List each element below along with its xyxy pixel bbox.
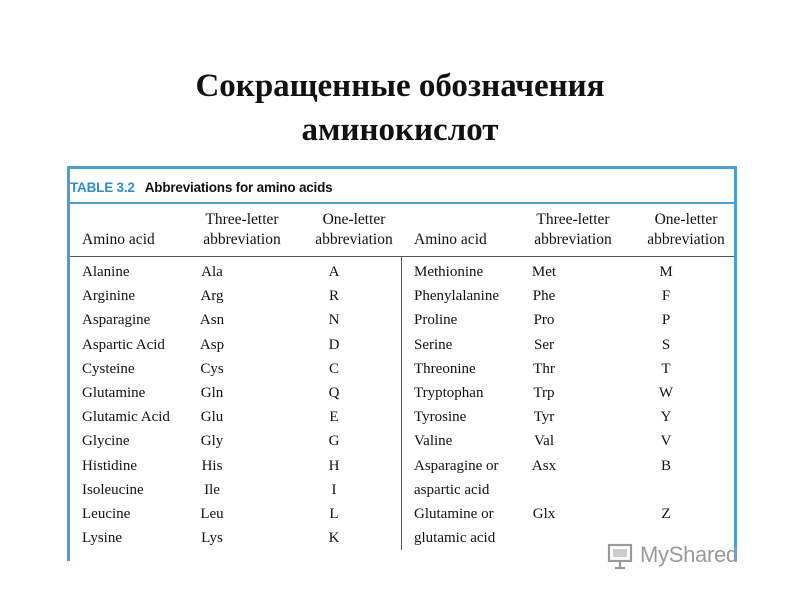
amino-acid-name: Glutamine or <box>414 506 494 522</box>
amino-acid-name: Threonine <box>414 360 476 377</box>
three-letter-code: Glu <box>200 409 224 426</box>
one-letter-code: H <box>328 457 340 474</box>
three-letter-code: Glx <box>532 506 556 522</box>
header-one-letter-right-line1: One-letter <box>654 211 718 228</box>
three-letter-code: Ile <box>204 481 220 498</box>
amino-acid-name: Aspartic Acid <box>82 336 165 353</box>
column-divider <box>401 256 402 550</box>
header-one-letter-left-line1: One-letter <box>322 211 386 228</box>
one-letter-code: M <box>659 264 673 280</box>
one-letter-code: W <box>658 385 674 401</box>
three-letter-code: Asp <box>199 336 225 353</box>
header-three-letter-left-line2: abbreviation <box>203 231 281 248</box>
amino-acid-name: Arginine <box>82 288 136 305</box>
one-letter-code: P <box>661 312 671 329</box>
three-letter-code: Val <box>534 433 554 450</box>
amino-acid-name: Isoleucine <box>82 481 144 498</box>
amino-acid-name: Histidine <box>82 457 137 474</box>
amino-acid-name: Leucine <box>82 506 131 522</box>
amino-acid-name: aspartic acid <box>414 481 490 498</box>
one-letter-code: N <box>328 312 340 329</box>
table-caption <box>70 180 332 195</box>
one-letter-code: R <box>328 288 339 305</box>
three-letter-code: Cys <box>200 360 224 377</box>
amino-acid-name: Glycine <box>82 433 130 450</box>
header-three-letter-right-line1: Three-letter <box>536 211 610 228</box>
three-letter-code: Arg <box>200 288 224 305</box>
amino-acid-name: Lysine <box>82 530 122 547</box>
watermark <box>606 540 738 570</box>
one-letter-code: G <box>328 433 340 450</box>
header-one-letter-left-line2: abbreviation <box>315 231 393 248</box>
amino-acid-name: Glutamine <box>82 385 146 401</box>
three-letter-code: Leu <box>200 506 224 522</box>
three-letter-code: Met <box>531 264 557 280</box>
amino-acid-name: Asparagine or <box>414 457 499 474</box>
amino-acid-name: Serine <box>414 336 453 353</box>
one-letter-code: F <box>661 288 671 305</box>
presentation-board-icon <box>606 540 636 570</box>
one-letter-code: I <box>331 481 337 498</box>
header-three-letter-left-line1: Three-letter <box>205 211 279 228</box>
one-letter-code: Z <box>661 506 671 522</box>
header-amino-acid-right: Amino acid <box>414 231 487 248</box>
amino-acid-name: Methionine <box>414 264 484 280</box>
one-letter-code: Y <box>660 409 672 426</box>
header-rule <box>70 256 734 257</box>
amino-acid-name: Proline <box>414 312 458 329</box>
amino-acid-name: Tyrosine <box>414 409 467 426</box>
header-one-letter-right-line2: abbreviation <box>647 231 725 248</box>
amino-acid-name: glutamic acid <box>414 530 496 547</box>
three-letter-code: Trp <box>533 385 555 401</box>
three-letter-code: His <box>201 457 223 474</box>
amino-acid-name: Valine <box>414 433 453 450</box>
header-amino-acid-left: Amino acid <box>82 231 155 248</box>
three-letter-code: Asx <box>531 457 557 474</box>
amino-acid-name: Alanine <box>82 264 130 280</box>
slide-title-line-1: Сокращенные обозначения <box>195 68 605 104</box>
slide-title-line-2: аминокислот <box>301 112 499 148</box>
table-caption-number: TABLE 3.2 <box>70 180 135 195</box>
three-letter-code: Tyr <box>533 409 555 426</box>
caption-rule <box>70 202 734 204</box>
three-letter-code: Gln <box>200 385 224 401</box>
three-letter-code: Pro <box>533 312 555 329</box>
table-caption-text: Abbreviations for amino acids <box>144 180 333 195</box>
one-letter-code: D <box>328 336 340 353</box>
one-letter-code: V <box>660 433 672 450</box>
amino-acid-name: Tryptophan <box>414 385 484 401</box>
one-letter-code: C <box>328 360 339 377</box>
amino-acid-name: Cysteine <box>82 360 135 377</box>
watermark-text: MyShared <box>640 542 738 567</box>
three-letter-code: Gly <box>200 433 224 450</box>
one-letter-code: A <box>328 264 340 280</box>
amino-acid-name: Glutamic Acid <box>82 409 170 426</box>
one-letter-code: T <box>661 360 671 377</box>
amino-acid-name: Asparagine <box>82 312 151 329</box>
three-letter-code: Phe <box>532 288 556 305</box>
one-letter-code: E <box>329 409 339 426</box>
one-letter-code: S <box>661 336 671 353</box>
one-letter-code: B <box>660 457 671 474</box>
three-letter-code: Asn <box>199 312 225 329</box>
three-letter-code: Ser <box>534 336 554 353</box>
one-letter-code: Q <box>328 385 340 401</box>
slide-title <box>0 64 800 152</box>
one-letter-code: L <box>329 506 339 522</box>
one-letter-code: K <box>328 530 340 547</box>
three-letter-code: Thr <box>533 360 555 377</box>
header-three-letter-right-line2: abbreviation <box>534 231 612 248</box>
three-letter-code: Ala <box>201 264 223 280</box>
amino-acid-name: Phenylalanine <box>414 288 499 305</box>
three-letter-code: Lys <box>201 530 223 547</box>
